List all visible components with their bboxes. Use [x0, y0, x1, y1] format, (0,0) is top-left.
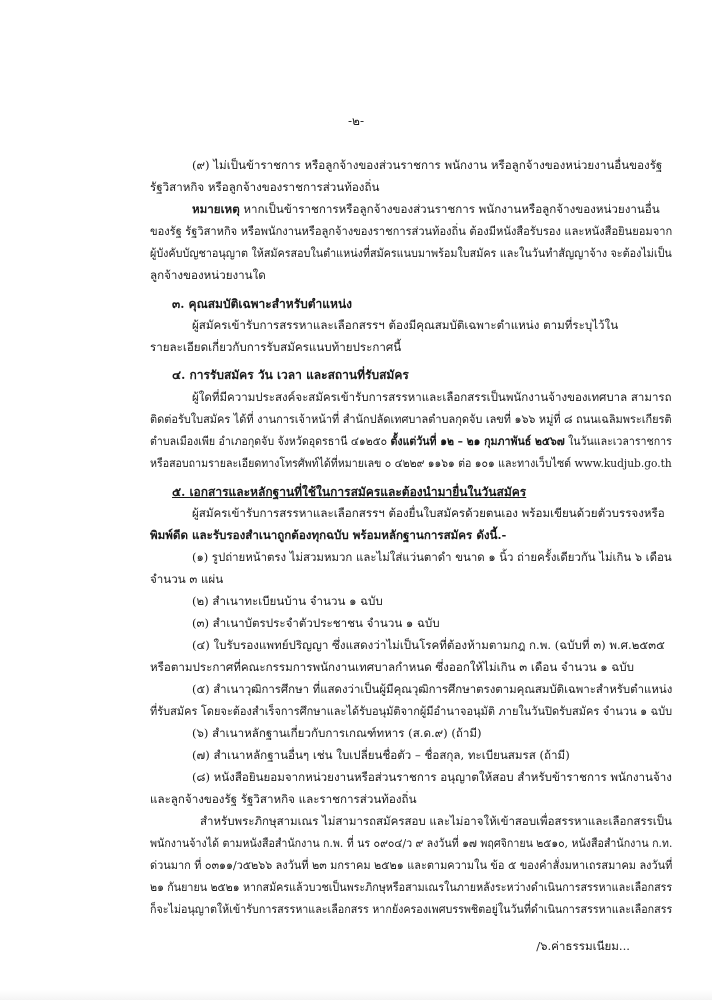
- list-item: (๖) สำเนาหลักฐานเกี่ยวกับการเกณฑ์ทหาร (ส.ด.๙) (ถ้ามี): [192, 726, 482, 740]
- text-line: พนักงานจ้างได้ ตามหนังสือสำนักงาน ก.พ. ที่ นร ๐๙๐๔/ว ๙ ลงวันที่ ๑๗ พฤศจิกายน ๒๕๑๐, หนังสือสำนักงาน ก.ท.: [150, 836, 673, 850]
- text-line: รายละเอียดเกี่ยวกับการรับสมัครแนบท้ายประกาศนี้: [150, 340, 402, 354]
- text-line: [192, 201, 660, 217]
- list-item: (๗) สำเนาหลักฐานอื่นๆ เช่น ใบเปลี่ยนชื่อตัว – ชื่อสกุล, ทะเบียนสมรส (ถ้ามี): [192, 748, 570, 762]
- text-line: พิมพ์ดีด และรับรองสำเนาถูกต้องทุกฉบับ พร้อมหลักฐานการสมัคร ดังนี้.-: [150, 528, 507, 542]
- list-item: (๓) สำเนาบัตรประจำตัวประชาชน จำนวน ๑ ฉบับ: [192, 616, 440, 630]
- text-line: ของรัฐ รัฐวิสาหกิจ หรือพนักงานหรือลูกจ้างของราชการส่วนท้องถิ่น ต้องมีหนังสือรับรอง และหนังสือยินยอมจาก: [150, 224, 673, 238]
- page-edge: [0, 990, 712, 1000]
- list-item: (๑) รูปถ่ายหน้าตรง ไม่สวมหมวก และไม่ใส่แว่นตาดำ ขนาด ๑ นิ้ว ถ่ายครั้งเดียวกัน ไม่เกิน ๖ เดือน: [192, 550, 672, 564]
- text-line: (๙) ไม่เป็นข้าราชการ หรือลูกจ้างของส่วนราชการ พนักงาน หรือลูกจ้างของหน่วยงานอื่นของรัฐ: [192, 158, 663, 172]
- text-line: ที่รับสมัคร โดยจะต้องสำเร็จการศึกษาและได้รับอนุมัติจากผู้มีอำนาจอนุมัติ ภายในวันปิดรับสมัคร จำนวน ๑ ฉบับ: [150, 704, 673, 718]
- note-text: หากเป็นข้าราชการหรือลูกจ้างของส่วนราชการ พนักงานหรือลูกจ้างของหน่วยงานอื่น: [239, 202, 660, 216]
- text-line: ผู้สมัครเข้ารับการสรรหาและเลือกสรรฯ ต้องยื่นใบสมัครด้วยตนเอง พร้อมเขียนด้วยตัวบรรจงหรือ: [192, 506, 665, 520]
- text-line: สำหรับพระภิกษุสามเณร ไม่สามารถสมัครสอบ และไม่อาจให้เข้าสอบเพื่อสรรหาและเลือกสรรเป็น: [200, 814, 672, 828]
- text-line: รัฐวิสาหกิจ หรือลูกจ้างของราชการส่วนท้องถิ่น: [150, 180, 380, 194]
- section-heading: ๓. คุณสมบัติเฉพาะสำหรับตำแหน่ง: [172, 297, 353, 311]
- text-line: ๒๑ กันยายน ๒๕๒๑ หากสมัครแล้วบวชเป็นพระภิกษุหรือสามเณรในภายหลังระหว่างดำเนินการสรรหาและเลือกสรร: [150, 880, 673, 894]
- section-heading: ๔. การรับสมัคร วัน เวลา และสถานที่รับสมัคร: [172, 368, 409, 382]
- list-item: (๔) ใบรับรองแพทย์ปริญญา ซึ่งแสดงว่าไม่เป็นโรคที่ต้องห้ามตามกฎ ก.พ. (ฉบับที่ ๓) พ.ศ.๒๕๓๕: [192, 638, 665, 652]
- text-line: ผู้บังคับบัญชาอนุญาต ให้สมัครสอบในตำแหน่งที่สมัครแนบมาพร้อมใบสมัคร และในวันทำสัญญาจ้าง จะต้องไม่เป็น: [150, 246, 672, 260]
- text-line: ผู้ใดที่มีความประสงค์จะสมัครเข้ารับการสรรหาและเลือกสรรเป็นพนักงานจ้างของเทศบาล สามารถ: [192, 390, 672, 404]
- note-label: หมายเหตุ: [192, 202, 240, 216]
- text-line: จำนวน ๓ แผ่น: [150, 572, 224, 586]
- text-line: และลูกจ้างของรัฐ รัฐวิสาหกิจ และราชการส่วนท้องถิ่น: [150, 792, 417, 806]
- text-line: [150, 433, 672, 449]
- text-line: ลูกจ้างของหน่วยงานใด: [150, 268, 266, 282]
- text-segment: ตำบลเมืองเพีย อำเภอกุดจับ จังหวัดอุดรธานี ๔๑๒๕๐: [150, 434, 391, 448]
- text-line: หรือตามประกาศที่คณะกรรมการพนักงานเทศบาลกำหนด ซึ่งออกให้ไม่เกิน ๓ เดือน จำนวน ๑ ฉบับ: [150, 660, 634, 674]
- page-number: -๒-: [347, 114, 365, 128]
- text-line: หรือสอบถามรายละเอียดทางโทรศัพท์ได้ที่หมายเลข ๐ ๔๒๒๙ ๑๑๖๑ ต่อ ๑๐๑ และทางเว็บไซต์ www.kudjub.go.th: [150, 456, 672, 470]
- list-item: (๘) หนังสือยินยอมจากหน่วยงานหรือส่วนราชการ อนุญาตให้สอบ สำหรับข้าราชการ พนักงานจ้าง: [192, 770, 672, 784]
- list-item: (๕) สำเนาวุฒิการศึกษา ที่แสดงว่าเป็นผู้มีคุณวุฒิการศึกษาตรงตามคุณสมบัติเฉพาะสำหรับตำแหน่ง: [192, 682, 673, 696]
- section-heading: ๕. เอกสารและหลักฐานที่ใช้ในการสมัครและต้องนำมายื่นในวันสมัคร: [172, 485, 527, 499]
- text-line: ก็จะไม่อนุญาตให้เข้ารับการสรรหาและเลือกสรร หากยังครองเพศบรรพชิตอยู่ในวันที่ดำเนินการสรรหาและเลือกสรร: [150, 902, 673, 916]
- list-item: (๒) สำเนาทะเบียนบ้าน จำนวน ๑ ฉบับ: [192, 594, 383, 608]
- application-dates: ตั้งแต่วันที่ ๑๒ – ๒๑ กุมภาพันธ์ ๒๕๖๗: [390, 434, 565, 448]
- text-line: ติดต่อรับใบสมัคร ได้ที่ งานการเจ้าหน้าที่ สำนักปลัดเทศบาลตำบลกุดจับ เลขที่ ๑๖๖ หมู่ที่ ๘ ถนนเฉลิมพระเกียรติ: [150, 412, 672, 426]
- continuation-note: /๖.ค่าธรรมเนียม...: [536, 939, 630, 953]
- text-segment: ในวันและเวลาราชการ: [564, 434, 672, 448]
- text-line: ผู้สมัครเข้ารับการสรรหาและเลือกสรรฯ ต้องมีคุณสมบัติเฉพาะตำแหน่ง ตามที่ระบุไว้ใน: [192, 318, 619, 332]
- text-line: ด่วนมาก ที่ ๐๓๑๑/ว๕๒๖๖ ลงวันที่ ๒๓ มกราคม ๒๕๒๑ และตามความใน ข้อ ๕ ของคำสั่งมหาเถรสมาคม ลงวันที่: [150, 858, 673, 872]
